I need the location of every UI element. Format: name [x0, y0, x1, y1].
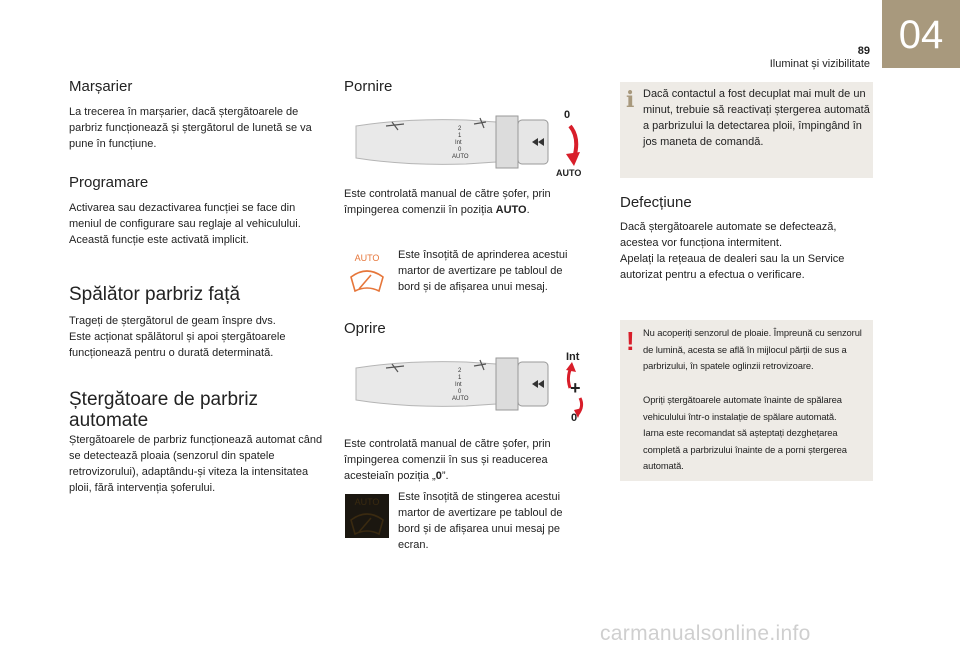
arrow-down-auto-diagram [556, 104, 590, 180]
warning-text-2: Opriți ștergătoarele automate înainte de spălarea vehiculului într-o instalație de spălare automată. [643, 394, 842, 422]
start-heading: Pornire [344, 78, 393, 95]
diagram2-plus: + [570, 378, 581, 398]
start-text-suffix: . [526, 204, 530, 216]
warning-box [620, 320, 873, 481]
wiper-stalk-diagram-auto [346, 108, 561, 176]
start-lamp-text: Este însoțită de aprinderea acestui martor de avertizare pe tabloul de bord și de afișarea unui mesaj. [398, 249, 568, 293]
page-number: 89 [857, 45, 870, 57]
stop-text-bold: 0 [435, 470, 442, 482]
ring-label-1: 1 [458, 133, 462, 139]
diagram1-label-bottom: AUTO [556, 168, 582, 178]
reverse-text: La trecerea în marșarier, dacă ștergătoarele de parbriz funcționează și ștergătorul de lunetă se va pune în funcțiune. [69, 106, 312, 150]
ring-label-int: Int [455, 382, 462, 388]
start-text-prefix: Este controlată manual de către șofer, prin împingerea comenzii în poziția [344, 188, 551, 216]
ring-label-2: 2 [458, 126, 462, 132]
stop-text [344, 436, 589, 484]
auto-wiper-telltale-on-icon [345, 253, 389, 297]
ring-label-0: 0 [458, 389, 462, 395]
info-box [620, 82, 873, 178]
watermark: carmanualsonline.info [600, 622, 811, 645]
diagram2-label-bottom: 0 [571, 412, 578, 424]
ring-label-auto: AUTO [452, 396, 469, 402]
diagram1-label-top: 0 [564, 109, 571, 121]
washer-text-1: Trageți de ștergătorul de geam înspre dvs. [69, 315, 276, 327]
stop-lamp-text: Este însoțită de stingerea acestui martor de avertizare pe tabloul de bord și de afișarea unui mesaj pe ecran. [398, 491, 563, 551]
stop-text-suffix: ”. [441, 470, 449, 482]
fault-text-2: Apelați la rețeaua de dealeri sau la un Service autorizat pentru a efectua o verificare. [620, 253, 845, 281]
arrow-up-down-stop-diagram [556, 348, 590, 424]
stop-text-prefix: Este controlată manual de către șofer, prin împingerea comenzii în sus și readucerea acesteiaîn poziția „ [344, 438, 551, 482]
washer-heading: Spălător parbriz față [69, 284, 241, 305]
chapter-tab: 04 [882, 0, 960, 68]
programming-heading: Programare [69, 174, 149, 191]
warning-text-1: Nu acoperiți senzorul de ploaie. Împreună cu senzorul de lumină, acesta se află în mijlocul părții de sus a parbrizului, în spatele oglinzii retrovizoare. [643, 327, 862, 372]
washer-text-2: Este acționat spălătorul și apoi ștergătoarele funcționează pentru o durată determinată. [69, 331, 286, 359]
info-text: Dacă contactul a fost decuplat mai mult de un minut, trebuie să reactivați ștergerea automată a parbrizului la detectarea ploii, împingând în jos maneta de comandă. [643, 88, 870, 148]
ring-label-2: 2 [458, 368, 462, 374]
wiper-stalk-diagram-stop [346, 350, 561, 418]
start-text [344, 186, 589, 218]
telltale-label-off: AUTO [354, 497, 380, 507]
ring-label-int: Int [455, 140, 462, 146]
ring-label-auto: AUTO [452, 154, 469, 160]
ring-label-1: 1 [458, 375, 462, 381]
fault-text-1: Dacă ștergătoarele automate se defectează, acestea vor funcționa intermitent. [620, 221, 837, 249]
ring-label-0: 0 [458, 147, 462, 153]
reverse-heading: Marșarier [69, 78, 133, 95]
warning-text-3: Iarna este recomandat să așteptați dezghețarea completă a parbrizului înainte de a porni ștergerea automată. [643, 427, 847, 472]
telltale-label-on: AUTO [354, 253, 380, 263]
section-title: Iluminat și vizibilitate [769, 58, 870, 70]
fault-heading: Defecțiune [620, 194, 692, 211]
auto-wipers-heading [69, 389, 324, 431]
programming-text: Activarea sau dezactivarea funcției se face din meniul de configurare sau reglaje al vehiculului. Această funcție este activată implicit. [69, 202, 301, 246]
start-text-bold: AUTO [495, 204, 527, 216]
auto-wipers-heading-line2: automate [69, 410, 149, 431]
diagram2-label-top: Int [566, 351, 580, 363]
auto-wipers-heading-line1: Ștergătoare de parbriz [69, 389, 259, 410]
stop-heading: Oprire [344, 320, 386, 337]
info-icon: i [626, 87, 635, 113]
auto-wiper-telltale-off-icon [345, 494, 389, 538]
warning-icon: ! [626, 326, 635, 356]
auto-wipers-text: Ștergătoarele de parbriz funcționează automat când se detectează ploaia (senzorul din spatele retrovizorului), adaptându-și viteza la intensitatea ploii, fără intervenția șoferului. [69, 434, 323, 494]
